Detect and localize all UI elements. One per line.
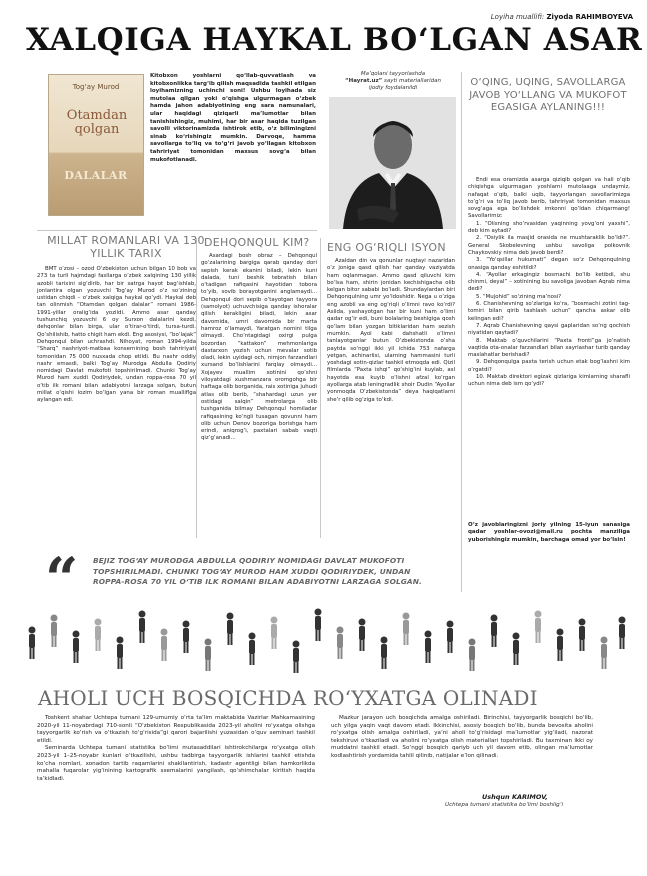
census-paragraph: Toshkent shahar Uchtepa tumani 129-umumiy o‘rta ta’lim maktabida Vazirlar Mahkamasining 2020-yil 11-noyabrdagi 710-sonli “O‘zbekiston Respublikasida 2023-yil aholini ro‘yxatga olishga tayyorgarlik ko‘rish va o‘tkazish to‘g‘risida”gi qarori bajarilishi yuzasidan o‘quv seminari tashkil etildi. xyxy=(37,715,315,744)
divider xyxy=(196,238,197,538)
quiz-body xyxy=(468,177,630,389)
book-cover-subtitle: DALALAR xyxy=(64,169,128,182)
census-paragraph: Seminarda Uchtepa tumani statistika bo‘limi mutasaddilari ishtirokchilarga ro‘yxatga olish 2023-yil 1–25-noyabr kunlari o‘tkazilishi, ushbu tadbirga tayyorgarlik ishlarini tashkil etishda ko‘cha nomlari, xonadon tartib raqamlarini shakllantirish, kadastr agentligi bilan hamkorlikda mahalla fuqarolar yig‘inining kartografik sxemalarini yangilash, qo‘shimchalar kiritish haqida ta’kidladi. xyxy=(37,745,315,782)
quiz-submission-note: O‘z javoblaringizni joriy yilning 15-iyun sanasiga qadar yoshlar-ovozi@mail.ru pochta manziliga yuborishingiz mumkin, barchaga omad yor bo‘lsin! xyxy=(468,522,630,543)
quiz-question: 4. “Ayollar erkagingiz bosmachi bo‘lib ketibdi, shu chinmi, deyal” – xotinining bu savoliga javoban Aqrab nima dedi? xyxy=(468,271,630,293)
census-article-left xyxy=(37,715,315,783)
crowd-illustration xyxy=(20,596,630,682)
caption-line: ijodiy foydalanildi xyxy=(368,85,418,92)
section-heading-millat: MILLAT ROMANLARI VA 130 YILLIK TARIX xyxy=(47,234,205,260)
pull-quote: BEJIZ TOG‘AY MURODGA ABDULLA QODIRIY NOMIDAGI DAVLAT MUKOFOTI TOPSHIRILMADI. CHUNKI TOG‘AY MUROD HAM XUDDI QODIRIYDEK, UNDAN ROPPA-ROSA 70 YIL O‘TIB ILK ROMANI BILAN ADABIYOTNI LARZAGA SOLGAN. xyxy=(93,556,422,586)
caption-line: sayti materiallaridan xyxy=(384,78,441,85)
page-title: XALQIGA HAYKAL BO‘LGAN ASAR xyxy=(26,22,643,58)
census-paragraph: Mazkur jarayon uch bosqichda amalga oshiriladi. Birinchisi, tayyorgarlik bosqichi bo‘lib, uch yilga yaqin vaqt davom etadi. Ikkinchisi, asosiy bosqich bo‘lib, bunda bevosita aholini ro‘yxatga olish amalga oshiriladi, ya’ni aholi to‘g‘risidagi ma’lumotlar yig‘iladi, nazorat tekshiruvi o‘tkaziladi va aholini ro‘yxatga olish materiallari topshiriladi. Bu taxminan ikki oy muddatni tashkil etadi. So‘nggi bosqich qariyb uch yil davom etib, olingan ma’lumotlar kodlashtirish yordamida tahlil qilinib, natijalar e’lon qilinadi. xyxy=(331,715,593,759)
signature-role: Uchtepa tumani statistika bo‘limi boshlig‘i xyxy=(445,802,564,808)
quiz-heading: O‘QING, UQING, SAVOLLARGA JAVOB YO‘LLANG VA MUKOFOT EGASIGA AYLANING!!! xyxy=(469,77,627,113)
book-cover-title xyxy=(55,109,139,137)
book-title-line: qolgan xyxy=(74,122,120,137)
crowd-people-icon xyxy=(20,596,630,682)
author-portrait-photo xyxy=(329,97,456,229)
article-column-isyon: Azaldan din va qonunlar nuqtayi nazaridan o‘z joniga qasd qilish har qanday vaziyatda ham oqlanmagan. Ammo qasd qiluvchi kim bo‘lsa ham, shirin jonidan kechishigacha olib kelgan bitor sababi bo‘ladi. Shundaylardan biri Dehqonqulning umr yo‘ldoshidir. Nega u o‘ziga eng azobli va eng og‘riqli o‘limni ravo ko‘rdi? Aslida, yashayotgan har bir kuni ham o‘limi qadar og‘ir edi, buni bolalaring beshigiga qosh qo‘lam bilan yozgan bitiklaridan ham sezish mumkin. Ayol kabi dahshatli o‘limni tanlayotganlar butun O‘zbekistonda o‘sha paytda so‘nggi ikki yil ichida 753 nafarga yetgan, achinarlisi, ularning hammasini turli yoshdagi xotin-qizlar tashkil etmoqda edi. Qizil filmlarda “Paxta ishqi” qo‘shig‘ini kuylab, asl hayotda esa kuyib o‘lishni afzal ko‘rgan ayollarga atab leningradlik shoir Dudin “Ayollar yonmoqda O‘zbekistonda” deya haqiqatlarni she’r qilib og‘ziga to‘kdi. xyxy=(327,258,455,403)
census-article-title: AHOLI UCH BOSQICHDA RO‘YXATGA OLINADI xyxy=(38,686,538,710)
caption-line: Ma’qolani tayyorlashda xyxy=(360,71,426,77)
section-heading-dehqonqul: DEHQONQUL KIM? xyxy=(204,236,310,249)
quiz-question: 7. Aqrab Chanishevning qaysi gaplaridan so‘ng qochish niyatidan qaytadi? xyxy=(468,322,630,337)
author-label: Loyiha muallifi: xyxy=(490,13,545,21)
quote-mark-icon: “ xyxy=(45,545,79,613)
intro-paragraph: Kitobxon yoshlarni qo‘llab-quvvatlash va kitobxonlikka targ‘ib qilish maqsadida tashkil etilgan loyihamizning uchinchi soni! Ushbu loyihada siz mutolaa qilgan yoki o‘qishga ulgurmagan o‘zbek hamda jahon adabiyotining eng sara namunalari, ular haqidagi qiziqarli ma’lumotlar bilan tanishishingiz, muhimi, har bir asar haqida tuzilgan savolli viktorinamizda ishtirok etib, o‘z bilimingizni sinab ko‘rishingiz mumkin. Darvoqe, hamma savollarga to‘liq va to‘g‘ri javob yo‘llagan kitobxon tahririyat tomonidan maxsus sovg‘a bilan mukofotlanadi. xyxy=(150,73,316,163)
author-name: Ziyoda RAHIMBOYEVA xyxy=(546,13,633,21)
divider xyxy=(320,238,321,538)
divider xyxy=(37,230,317,231)
section-heading-isyon: ENG OG‘RIQLI ISYON xyxy=(327,241,446,254)
divider xyxy=(461,72,462,592)
quiz-question: 3. “Yo‘qsillar hukumati” degan so‘z Dehqonqulning onasiga qanday eshitildi? xyxy=(468,257,630,271)
quiz-question: 1. “Olisning sho‘rvasidan yaqinning yovg‘oni yaxshi”, deb kim aytadi? xyxy=(468,220,630,235)
quiz-question: 2. “Osiylik ila masjid orasida ne mushtaraklik bo‘ldi?”. General Skobelevning ushbu savoliga polkovnik Chaykovskiy nima deb javob berdi? xyxy=(468,235,630,256)
article-column-millat: BMT o‘zosi – ozod O‘zbekiston uchun bilgan 10 bob va 273 ta turli hajmdagi fasllarga o‘zbek xalqining 130 yillik azobli tarixini sig‘dirib, har bir satrga hayot bag‘ishlab, jonlantira olgan yozuvchi Tog‘ay Murod o‘z so‘zining ustidan chiqdi – o‘zbek xalqiga haykal qo‘ydi. Haykal deb tan olinmish “Otamdan qolgan dalalar” romani 1986-1991-yillar oralig‘ida yozildi. Ammo asar qanday tushunchiq yozuvchi 6 oy Surxon dalalarini kezdi, dehqonlar bilan birga, ular o‘tirar-o‘tirdi, tursa-turdi. Qo‘shilishib, hatto chigit ham ekdi. Eng asosiysi, “bo‘lajak” Dehqonqul bilan uchrashdi. Nihoyat, roman 1994-yilda “Sharq” nashriyot-matbaa konsernining bosh tahririyati tomonidan 75 000 nusxada chop etildi. Bu nashr oddiy nashr emasdi, balki Tog‘ay Murodga Abdulla Qodiriy nomidagi Davlat mukofoti topshirilmadi. Chunki Tog‘ay Murod ham xuddi Qodiriydek, undan roppa-rosa 70 yil o‘tib ilk romani bilan adabiyotni larzaga solgan, butun millat o‘qishi lozim bo‘lgan yana bir roman mualliflga aylangan edi. xyxy=(37,266,196,404)
quiz-question: 8. Maktab o‘quvchilarini “Paxta fronti”ga jo‘natish vaqtida ota-onalar farzandlari bilan xayrlashar turib qanday maslahatlar berishadi? xyxy=(468,337,630,359)
portrait-illustration xyxy=(329,97,456,229)
project-author xyxy=(491,13,633,21)
book-cover-image xyxy=(48,74,144,216)
article-column-dehqonqul: Asardagi bosh obraz – Dehqonqul go‘zalarining bargiga qarab qanday dori sepish kerak ekanini biladi, lekin kuni daladа, tuni beshik tebratish bilan o‘tadigan rafiqasini hayotidan tobora to‘yib, sovib borayotganini anglamaydi... Dehqonqul dori sepib o‘tayotgan tayyora (samolyot) uchuvchisiga qanday ishoralar qilish kerakligini biladi, lekin asar davomida, umri davomida bir marta hamroz o‘lamaydi, Yaratgan nomini tilga olmaydi. Cho‘ntagidagi oxirgi pulga bozordan “kattakon” mehmonlariga dastarxon yozish uchun mevalar sotib oladi, lekin uyidagi och, nimjon farzandlari xursand bo‘lishlarini farqlay olmaydi... Xojayev muallim xotinini qo‘shni viloyatdagi xushmanzara oromgohga bir haftaga olib borganida, rais xotiniga juhudi atlas olib berib, “shahardagi uzun yer ostidagi salqin” metrolarga olib tushganida bilmay Dehqonqul homiladar rafiqasining ko‘ngli tusagan qovunni ham olib uchun Denov bozoriga borishga ham erindi, aniqrog‘i, paxtalari sabab vaqti qiz‘g‘anadi... xyxy=(201,253,317,442)
quiz-question: 10. Maktab direktori egizak qizlariga kimlarning sharafli uchun nima deb ism qo‘ydi? xyxy=(468,374,630,388)
photo-caption xyxy=(332,71,454,93)
quiz-intro: Endi esa oramizda asarga qiziqib qolgan va hali o‘qib chiqishga ulgurmagan yoshlarni mutolaaga undaymiz, nafaqat o‘qib, balki uqib, tayyorlangan savollarimizga to‘g‘ri va to‘liq javob berib, tahririyat tomonidan maxsus sovg‘aga ega bo‘lishdek imkonni qo‘ldan chiqarmang! Savollarimiz: xyxy=(468,177,630,220)
quiz-question: 9. Dehqonqulga paxta terish uchun etak bog‘lashni kim o‘rgatdi? xyxy=(468,359,630,373)
caption-source: “Hayrat.uz” xyxy=(345,78,383,85)
quiz-question: 6. Chanishevning so‘zlariga ko‘ra, “bosmachi zotini tag-tomiri bilan qirib tashlash uchun” qancha askar olib kelingan edi? xyxy=(468,301,630,322)
census-article-right xyxy=(331,715,593,761)
book-cover-author: Tog‘ay Murod xyxy=(72,83,120,91)
book-title-line: Otamdan xyxy=(66,108,128,123)
signature-name: Ushqun KARIMOV, xyxy=(482,793,548,801)
quiz-question: 5. “Mujohid” so‘zining ma’nosi? xyxy=(476,293,562,300)
